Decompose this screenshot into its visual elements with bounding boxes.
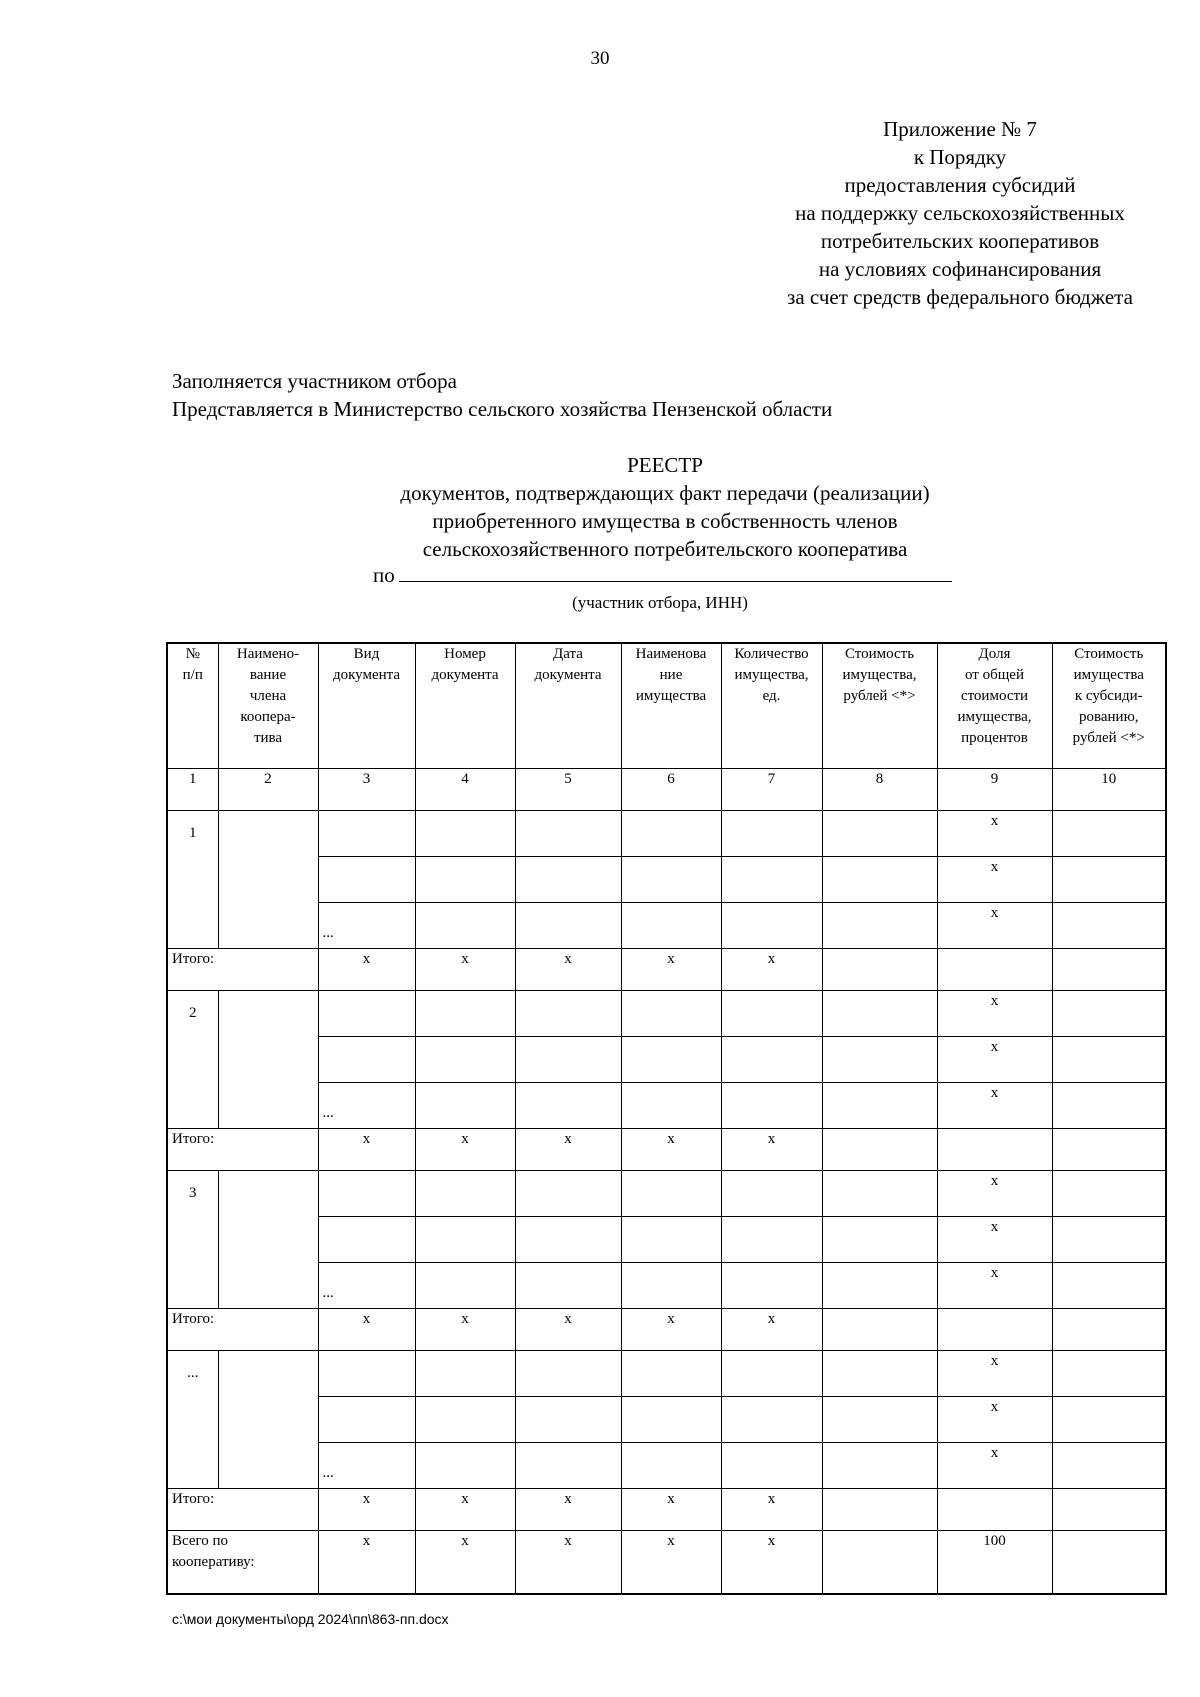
- subtotal-row: [167, 1129, 1166, 1171]
- column-number: 5: [515, 769, 621, 811]
- not-applicable-mark: x: [721, 1309, 822, 1351]
- data-cell[interactable]: [621, 1443, 721, 1489]
- doc-type-cell[interactable]: [318, 1351, 415, 1397]
- data-cell[interactable]: [515, 811, 621, 857]
- title-line: документов, подтверждающих факт передачи (реализации): [400, 481, 930, 505]
- data-cell[interactable]: [721, 1083, 822, 1129]
- subtotal-row: [167, 1309, 1166, 1351]
- not-applicable-mark: x: [621, 1531, 721, 1595]
- po-label: по: [373, 563, 395, 587]
- share-cell: x: [937, 1397, 1052, 1443]
- not-applicable-mark: x: [515, 1309, 621, 1351]
- column-number: 3: [318, 769, 415, 811]
- data-cell[interactable]: [822, 1217, 937, 1263]
- data-cell[interactable]: [415, 1397, 515, 1443]
- data-cell[interactable]: [822, 1351, 937, 1397]
- header-text: рованию,: [1078, 709, 1139, 725]
- data-cell[interactable]: [1052, 1443, 1166, 1489]
- not-applicable-mark: x: [415, 1531, 515, 1595]
- row-index: 1: [167, 811, 218, 949]
- header-text: рублей <*>: [1072, 730, 1145, 746]
- data-cell[interactable]: [822, 1263, 937, 1309]
- data-cell[interactable]: [1052, 991, 1166, 1037]
- data-cell[interactable]: [721, 1171, 822, 1217]
- data-cell[interactable]: [621, 1263, 721, 1309]
- doc-type-cell[interactable]: ...: [318, 1263, 415, 1309]
- header-text: рублей <*>: [843, 688, 916, 704]
- not-applicable-mark: x: [318, 1531, 415, 1595]
- data-cell[interactable]: [937, 1309, 1052, 1351]
- header-text: имущества,: [734, 667, 809, 683]
- share-cell: x: [937, 1263, 1052, 1309]
- header-cell: [515, 643, 621, 769]
- data-cell[interactable]: [721, 1443, 822, 1489]
- doc-type-cell[interactable]: ...: [318, 1443, 415, 1489]
- not-applicable-mark: x: [621, 1129, 721, 1171]
- data-cell[interactable]: [415, 857, 515, 903]
- data-cell[interactable]: [937, 1129, 1052, 1171]
- data-cell[interactable]: [415, 811, 515, 857]
- data-cell[interactable]: [621, 1397, 721, 1443]
- data-cell[interactable]: [515, 1397, 621, 1443]
- share-cell: x: [937, 1037, 1052, 1083]
- header-cell: [1052, 643, 1166, 769]
- participant-line: [373, 563, 952, 588]
- data-cell[interactable]: [1052, 1531, 1166, 1595]
- appendix-line: предоставления субсидий: [844, 173, 1076, 197]
- data-cell[interactable]: [415, 991, 515, 1037]
- total-label-line: Всего по: [172, 1533, 229, 1549]
- doc-type-cell[interactable]: ...: [318, 1083, 415, 1129]
- subtotal-label: Итого:: [167, 1489, 318, 1531]
- header-text: имущества,: [842, 667, 917, 683]
- data-cell[interactable]: [515, 1351, 621, 1397]
- share-cell: x: [937, 1351, 1052, 1397]
- doc-type-cell[interactable]: ...: [318, 903, 415, 949]
- data-cell[interactable]: [822, 1489, 937, 1531]
- data-cell[interactable]: [721, 1397, 822, 1443]
- not-applicable-mark: x: [515, 949, 621, 991]
- participant-caption: (участник отбора, ИНН): [572, 593, 748, 612]
- not-applicable-mark: x: [621, 1309, 721, 1351]
- data-cell[interactable]: [621, 991, 721, 1037]
- column-number-row: [167, 769, 1166, 811]
- data-cell[interactable]: [1052, 811, 1166, 857]
- row-index: 2: [167, 991, 218, 1129]
- header-text: вание: [249, 667, 287, 683]
- data-cell[interactable]: [1052, 1083, 1166, 1129]
- appendix-line: к Порядку: [913, 145, 1007, 169]
- header-text: Наимено-: [236, 646, 300, 662]
- header-text: Дата: [553, 646, 583, 662]
- share-cell: x: [937, 811, 1052, 857]
- subtotal-row: [167, 949, 1166, 991]
- header-text: документа: [431, 667, 499, 683]
- data-cell[interactable]: [1052, 1489, 1166, 1531]
- data-cell[interactable]: [1052, 1309, 1166, 1351]
- data-cell[interactable]: [822, 1129, 937, 1171]
- data-cell[interactable]: [415, 1171, 515, 1217]
- data-cell[interactable]: [1052, 1263, 1166, 1309]
- data-cell[interactable]: [822, 1037, 937, 1083]
- data-cell[interactable]: [721, 857, 822, 903]
- data-cell[interactable]: [415, 1037, 515, 1083]
- data-cell[interactable]: [621, 857, 721, 903]
- header-text: процентов: [961, 730, 1028, 746]
- header-text: Номер: [444, 646, 486, 662]
- data-cell[interactable]: [822, 1309, 937, 1351]
- header-cell: [218, 643, 318, 769]
- data-cell[interactable]: [515, 1263, 621, 1309]
- header-text: имущества,: [957, 709, 1032, 725]
- data-cell[interactable]: [822, 1397, 937, 1443]
- appendix-line: на условиях софинансирования: [818, 257, 1102, 281]
- data-cell[interactable]: [515, 857, 621, 903]
- data-cell[interactable]: [621, 1171, 721, 1217]
- data-cell[interactable]: [621, 1037, 721, 1083]
- not-applicable-mark: x: [415, 949, 515, 991]
- header-text: члена: [249, 688, 287, 704]
- header-cell: [937, 643, 1052, 769]
- share-cell: x: [937, 903, 1052, 949]
- doc-type-cell[interactable]: [318, 991, 415, 1037]
- data-cell[interactable]: [721, 1217, 822, 1263]
- member-name-cell[interactable]: [218, 991, 318, 1129]
- header-text: Количество: [734, 646, 809, 662]
- doc-type-cell[interactable]: [318, 1171, 415, 1217]
- fill-note-line: Заполняется участником отбора: [172, 369, 457, 393]
- appendix-block: [700, 115, 1200, 311]
- data-cell[interactable]: [1052, 1129, 1166, 1171]
- appendix-line: на поддержку сельскохозяйственных: [795, 201, 1125, 225]
- data-cell[interactable]: [621, 1083, 721, 1129]
- doc-type-cell[interactable]: [318, 1397, 415, 1443]
- header-text: стоимости: [960, 688, 1029, 704]
- page-number: 30: [590, 48, 610, 69]
- subtotal-label: Итого:: [167, 1129, 318, 1171]
- doc-type-cell[interactable]: [318, 857, 415, 903]
- header-text: документа: [534, 667, 602, 683]
- table-row: [167, 1351, 1166, 1397]
- data-cell[interactable]: [721, 1037, 822, 1083]
- member-name-cell[interactable]: [218, 1351, 318, 1489]
- member-name-cell[interactable]: [218, 811, 318, 949]
- data-cell[interactable]: [721, 1263, 822, 1309]
- data-cell[interactable]: [937, 1489, 1052, 1531]
- header-text: Стоимость: [844, 646, 915, 662]
- not-applicable-mark: x: [515, 1531, 621, 1595]
- fill-note: [172, 367, 832, 423]
- data-cell[interactable]: [822, 991, 937, 1037]
- header-text: №: [185, 646, 200, 662]
- total-label: [167, 1531, 318, 1595]
- not-applicable-mark: x: [318, 949, 415, 991]
- data-cell[interactable]: [415, 1217, 515, 1263]
- share-cell: x: [937, 1217, 1052, 1263]
- header-text: Вид: [353, 646, 380, 662]
- subtotal-label: Итого:: [167, 1309, 318, 1351]
- doc-type-cell[interactable]: [318, 1217, 415, 1263]
- data-cell[interactable]: [515, 1443, 621, 1489]
- not-applicable-mark: x: [721, 1531, 822, 1595]
- data-cell[interactable]: [415, 1263, 515, 1309]
- data-cell[interactable]: [1052, 903, 1166, 949]
- header-cell: [415, 643, 515, 769]
- header-cell: [721, 643, 822, 769]
- header-text: имущества: [1073, 667, 1144, 683]
- total-share: 100: [937, 1531, 1052, 1595]
- data-cell[interactable]: [515, 1171, 621, 1217]
- column-number: 1: [167, 769, 218, 811]
- column-number: 2: [218, 769, 318, 811]
- data-cell[interactable]: [415, 1443, 515, 1489]
- not-applicable-mark: x: [515, 1489, 621, 1531]
- header-text: от общей: [965, 667, 1024, 683]
- header-text: Стоимость: [1074, 646, 1144, 662]
- column-number: 9: [937, 769, 1052, 811]
- header-row: [167, 643, 1166, 769]
- table-row: [167, 1171, 1166, 1217]
- share-cell: x: [937, 1083, 1052, 1129]
- data-cell[interactable]: [1052, 1397, 1166, 1443]
- header-text: к субсиди-: [1074, 688, 1143, 704]
- total-label-line: кооперативу:: [172, 1554, 255, 1570]
- data-cell[interactable]: [822, 1171, 937, 1217]
- doc-type-cell[interactable]: [318, 811, 415, 857]
- header-cell: [822, 643, 937, 769]
- data-cell[interactable]: [621, 1351, 721, 1397]
- data-cell[interactable]: [937, 949, 1052, 991]
- data-cell[interactable]: [621, 903, 721, 949]
- data-cell[interactable]: [415, 903, 515, 949]
- data-cell[interactable]: [1052, 1217, 1166, 1263]
- data-cell[interactable]: [822, 857, 937, 903]
- column-number: 7: [721, 769, 822, 811]
- header-text: тива: [253, 730, 283, 746]
- column-number: 6: [621, 769, 721, 811]
- data-cell[interactable]: [415, 1351, 515, 1397]
- column-number: 4: [415, 769, 515, 811]
- data-cell[interactable]: [1052, 1351, 1166, 1397]
- table-row: [167, 811, 1166, 857]
- not-applicable-mark: x: [415, 1309, 515, 1351]
- header-cell: [318, 643, 415, 769]
- data-cell[interactable]: [721, 991, 822, 1037]
- header-text: п/п: [182, 667, 203, 683]
- title-line: РЕЕСТР: [627, 453, 703, 477]
- data-cell[interactable]: [1052, 1171, 1166, 1217]
- table-row: [167, 991, 1166, 1037]
- data-cell[interactable]: [822, 1443, 937, 1489]
- share-cell: x: [937, 991, 1052, 1037]
- header-text: документа: [332, 667, 401, 683]
- not-applicable-mark: x: [415, 1489, 515, 1531]
- data-cell[interactable]: [721, 1351, 822, 1397]
- not-applicable-mark: x: [621, 949, 721, 991]
- header-text: ед.: [762, 688, 781, 704]
- subtotal-label: Итого:: [167, 949, 318, 991]
- header-text: имущества: [635, 688, 707, 704]
- data-cell[interactable]: [415, 1083, 515, 1129]
- appendix-line: за счет средств федерального бюджета: [787, 285, 1133, 309]
- not-applicable-mark: x: [318, 1489, 415, 1531]
- not-applicable-mark: x: [515, 1129, 621, 1171]
- share-cell: x: [937, 1171, 1052, 1217]
- data-cell[interactable]: [621, 811, 721, 857]
- header-text: коопера-: [240, 709, 296, 725]
- appendix-line: Приложение № 7: [883, 117, 1037, 141]
- total-row: [167, 1531, 1166, 1595]
- data-cell[interactable]: [822, 1531, 937, 1595]
- data-cell[interactable]: [822, 811, 937, 857]
- title-line: приобретенного имущества в собственность членов: [432, 509, 898, 533]
- subtotal-row: [167, 1489, 1166, 1531]
- data-cell[interactable]: [515, 1037, 621, 1083]
- appendix-line: потребительских кооперативов: [820, 229, 1100, 253]
- file-path: c:\мои документы\орд 2024\пп\863-пп.docx: [172, 1611, 449, 1627]
- data-cell[interactable]: [721, 811, 822, 857]
- column-number: 8: [822, 769, 937, 811]
- data-cell[interactable]: [621, 1217, 721, 1263]
- registry-table: [166, 642, 1167, 1595]
- header-cell: [167, 643, 218, 769]
- data-cell[interactable]: [515, 991, 621, 1037]
- share-cell: x: [937, 1443, 1052, 1489]
- not-applicable-mark: x: [721, 949, 822, 991]
- not-applicable-mark: x: [415, 1129, 515, 1171]
- data-cell[interactable]: [1052, 949, 1166, 991]
- header-cell: [621, 643, 721, 769]
- doc-type-cell[interactable]: [318, 1037, 415, 1083]
- header-text: Доля: [978, 646, 1011, 662]
- member-name-cell[interactable]: [218, 1171, 318, 1309]
- column-number: 10: [1052, 769, 1166, 811]
- not-applicable-mark: x: [318, 1129, 415, 1171]
- participant-blank-field[interactable]: [399, 563, 952, 582]
- data-cell[interactable]: [515, 903, 621, 949]
- row-index: ...: [167, 1351, 218, 1489]
- row-index: 3: [167, 1171, 218, 1309]
- data-cell[interactable]: [822, 949, 937, 991]
- share-cell: x: [937, 857, 1052, 903]
- not-applicable-mark: x: [621, 1489, 721, 1531]
- not-applicable-mark: x: [318, 1309, 415, 1351]
- data-cell[interactable]: [822, 1083, 937, 1129]
- not-applicable-mark: x: [721, 1129, 822, 1171]
- data-cell[interactable]: [822, 903, 937, 949]
- header-text: Наименова: [635, 646, 707, 662]
- data-cell[interactable]: [515, 1217, 621, 1263]
- document-title: [350, 451, 980, 563]
- data-cell[interactable]: [1052, 857, 1166, 903]
- data-cell[interactable]: [1052, 1037, 1166, 1083]
- submission-note-line: Представляется в Министерство сельского хозяйства Пензенской области: [172, 397, 833, 421]
- not-applicable-mark: x: [721, 1489, 822, 1531]
- data-cell[interactable]: [721, 903, 822, 949]
- data-cell[interactable]: [515, 1083, 621, 1129]
- header-text: ние: [659, 667, 683, 683]
- title-line: сельскохозяйственного потребительского кооператива: [422, 537, 908, 561]
